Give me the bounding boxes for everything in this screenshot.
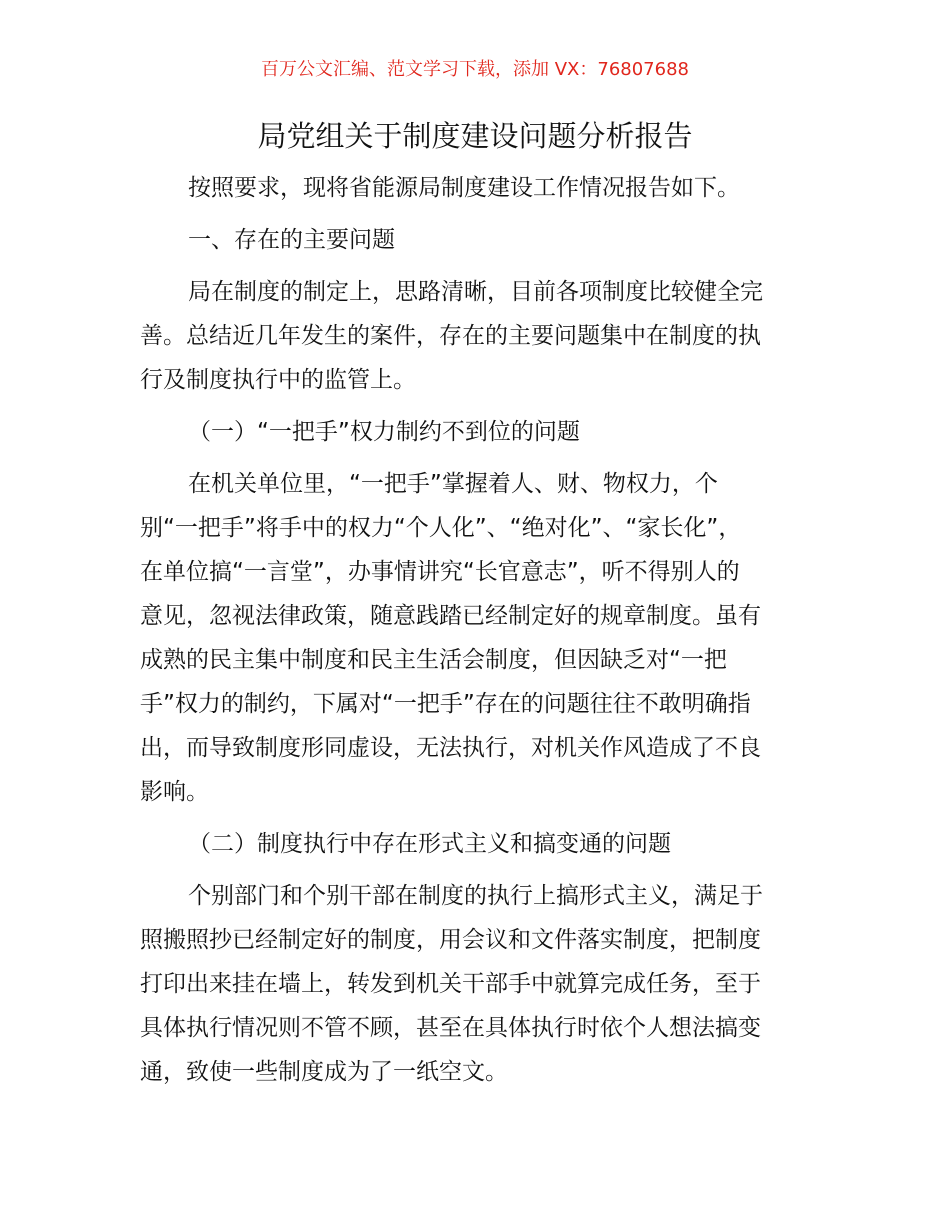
section-heading-1 (140, 218, 812, 262)
paragraph-line: 一、存在的主要问题 (188, 227, 395, 253)
paragraph-line: 别“一把手”将手中的权力“个人化”、“绝对化”、“家长化”， (140, 515, 742, 541)
paragraph-line: 手”权力的制约，下属对“一把手”存在的问题往往不敢明确指 (140, 691, 751, 717)
paragraph-overview (140, 270, 812, 402)
paragraph-line: 按照要求，现将省能源局制度建设工作情况报告如下。 (188, 175, 740, 201)
paragraph-line: 意见，忽视法律政策，随意践踏已经制定好的规章制度。虽有 (140, 603, 761, 629)
paragraph-line: 影响。 (140, 779, 209, 805)
watermark-text: 百万公文汇编、范文学习下载，添加 VX：76807688 (261, 59, 689, 80)
paragraph-line: 善。总结近几年发生的案件，存在的主要问题集中在制度的执 (140, 323, 761, 349)
paragraph-line: （二）制度执行中存在形式主义和搞变通的问题 (188, 831, 671, 857)
paragraph-line: 照搬照抄已经制定好的制度，用会议和文件落实制度，把制度 (140, 927, 761, 953)
paragraph-line: 出，而导致制度形同虚设，无法执行，对机关作风造成了不良 (140, 735, 761, 761)
paragraph-intro (140, 166, 812, 210)
paragraph-line: （一）“一把手”权力制约不到位的问题 (188, 419, 580, 445)
paragraph-line: 局在制度的制定上，思路清晰，目前各项制度比较健全完 (188, 279, 763, 305)
paragraph-line: 在单位搞“一言堂”，办事情讲究“长官意志”，听不得别人的 (140, 559, 740, 585)
paragraph-line: 在机关单位里，“一把手”掌握着人、财、物权力，个 (188, 471, 718, 497)
paragraph-line: 通，致使一些制度成为了一纸空文。 (140, 1059, 508, 1085)
subsection-heading-2 (140, 822, 812, 866)
paragraph-line: 成熟的民主集中制度和民主生活会制度，但因缺乏对“一把 (140, 647, 727, 673)
document-title: 局党组关于制度建设问题分析报告 (257, 119, 693, 153)
paragraph-line: 行及制度执行中的监管上。 (140, 367, 416, 393)
subsection-heading-1 (140, 410, 812, 454)
paragraph-line: 打印出来挂在墙上，转发到机关干部手中就算完成任务，至于 (140, 971, 761, 997)
document-body (140, 166, 812, 1102)
paragraph-leader-power (140, 462, 812, 814)
paragraph-line: 个别部门和个别干部在制度的执行上搞形式主义，满足于 (188, 883, 763, 909)
paragraph-line: 具体执行情况则不管不顾，甚至在具体执行时依个人想法搞变 (140, 1015, 761, 1041)
paragraph-formalism (140, 874, 812, 1094)
